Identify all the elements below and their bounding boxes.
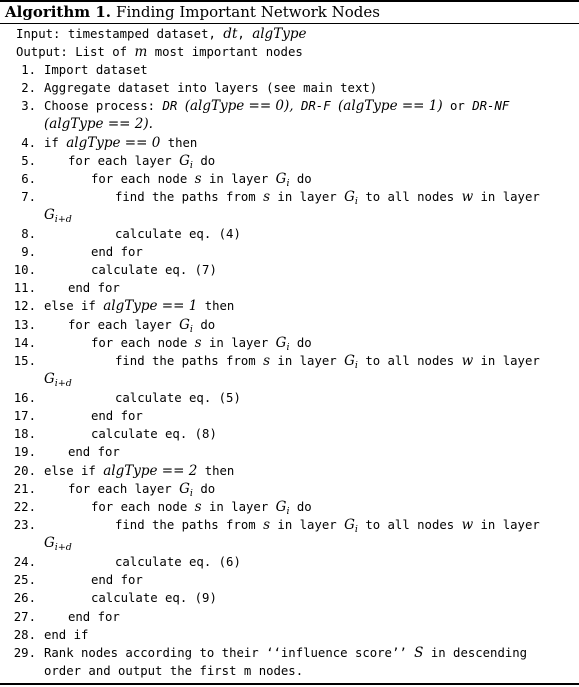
line-number: 12. <box>13 299 36 313</box>
caption-title: Finding Important Network Nodes <box>116 3 380 21</box>
keyword-then: then <box>167 136 198 150</box>
math-subscript: i <box>286 342 290 353</box>
line-text: for each layer <box>68 482 172 496</box>
line-number: 22. <box>13 500 36 514</box>
math-variable: G <box>179 317 190 333</box>
algorithm-line <box>0 61 148 79</box>
line-number: 28. <box>13 628 36 642</box>
math-subscript: i <box>189 160 193 171</box>
line-number: 1. <box>21 63 36 77</box>
algorithm-line <box>0 134 197 152</box>
line-number: 2. <box>21 81 36 95</box>
algorithm-line <box>0 443 120 461</box>
line-body <box>44 628 88 642</box>
line-text: in layer <box>277 354 337 368</box>
line-body <box>91 591 217 605</box>
line-text: for each layer <box>68 318 172 332</box>
line-text: Rank nodes according to their ‘‘influence score’’ <box>44 646 407 660</box>
math-variable: G <box>179 481 190 497</box>
condition: algType == 1 <box>103 298 198 314</box>
line-text: end if <box>44 628 89 642</box>
algorithm-line <box>0 261 217 279</box>
line-body <box>44 136 197 150</box>
line-body <box>44 299 234 313</box>
condition: algType == 0 <box>66 135 161 151</box>
line-text: for each node <box>91 172 188 186</box>
line-text: find the paths from <box>115 518 256 532</box>
line-number: 6. <box>21 172 36 186</box>
math-variable: G <box>344 353 355 369</box>
algorithm-line <box>0 188 540 206</box>
output-var-m: m <box>134 44 148 60</box>
line-body <box>44 646 527 660</box>
math-variable: G <box>44 535 55 551</box>
algorithm-line <box>0 225 241 243</box>
line-text: calculate eq. (7) <box>91 263 217 277</box>
keyword-then: then <box>204 299 235 313</box>
line-text: in layer <box>480 190 540 204</box>
line-text: calculate eq. (8) <box>91 427 217 441</box>
line-text: do <box>200 318 216 332</box>
math-variable: s <box>194 499 202 515</box>
line-body <box>68 610 120 624</box>
line-text: calculate eq. (6) <box>115 555 241 569</box>
line-number: 16. <box>13 391 36 405</box>
caption-rule <box>0 23 579 24</box>
process-drf: DR-F <box>300 99 331 113</box>
math-variable: G <box>344 517 355 533</box>
line-continuation <box>44 370 72 388</box>
process-drnf: DR-NF <box>472 99 510 113</box>
line-text: do <box>296 172 312 186</box>
math-variable: G <box>44 207 55 223</box>
line-text: do <box>296 336 312 350</box>
output-line <box>16 43 303 61</box>
math-variable: s <box>194 335 202 351</box>
line-body <box>115 227 241 241</box>
line-body <box>44 99 509 113</box>
line-text: end for <box>91 409 143 423</box>
process-dr: DR <box>162 99 178 113</box>
line-body <box>68 317 216 335</box>
math-subscript: i <box>354 360 358 371</box>
line-body <box>68 281 120 295</box>
line-body <box>91 499 312 517</box>
line-text: in layer <box>480 354 540 368</box>
algorithm-line <box>0 170 312 188</box>
line-text: calculate eq. (9) <box>91 591 217 605</box>
math-subscript: i+d <box>54 542 72 553</box>
math-variable: S <box>414 645 424 661</box>
algorithm-line <box>0 608 120 626</box>
keyword-then: then <box>204 464 235 478</box>
line-number: 3. <box>21 99 36 113</box>
line-number: 15. <box>13 354 36 368</box>
line-text: for each layer <box>68 154 172 168</box>
line-text: calculate eq. (5) <box>115 391 241 405</box>
line-body <box>91 427 217 441</box>
algorithm-line <box>0 316 215 334</box>
line-body <box>91 245 143 259</box>
math-variable: w <box>461 189 474 205</box>
algorithm-line <box>0 553 241 571</box>
line-body <box>115 391 241 405</box>
line-number: 14. <box>13 336 36 350</box>
line-text: to all nodes <box>365 190 455 204</box>
algorithm-caption <box>5 2 380 23</box>
algorithm-line <box>0 462 234 480</box>
line-body <box>91 335 312 353</box>
line-text: end for <box>91 245 143 259</box>
condition: algType == 2 <box>103 463 198 479</box>
algorithm-line <box>0 407 143 425</box>
line-number: 7. <box>21 190 36 204</box>
algorithm-line <box>0 389 241 407</box>
line-number: 10. <box>13 263 36 277</box>
line-number: 9. <box>21 245 36 259</box>
algorithm-line <box>0 297 234 315</box>
line-text: or <box>450 99 465 113</box>
line-text: if <box>44 136 59 150</box>
input-text: Input: timestamped dataset, <box>16 27 216 41</box>
line-text: to all nodes <box>365 518 455 532</box>
line-number: 11. <box>13 281 36 295</box>
bottom-rule <box>0 683 579 685</box>
line-number: 25. <box>13 573 36 587</box>
algorithm-line <box>0 589 217 607</box>
line-number: 19. <box>13 445 36 459</box>
line-number: 24. <box>13 555 36 569</box>
math-variable: G <box>344 189 355 205</box>
math-subscript: i+d <box>54 378 72 389</box>
line-text: end for <box>68 281 120 295</box>
line-text: Import dataset <box>44 63 148 77</box>
line-body <box>44 464 234 478</box>
algorithm-line <box>0 243 143 261</box>
math-subscript: i <box>354 196 358 207</box>
math-variable: G <box>275 171 287 187</box>
algorithm-line <box>0 626 88 644</box>
line-text: calculate eq. (4) <box>115 227 241 241</box>
output-text: Output: List of <box>16 45 128 59</box>
line-body <box>91 263 217 277</box>
line-number: 8. <box>21 227 36 241</box>
condition: (algType == 0), <box>184 98 294 114</box>
line-text: do <box>296 500 312 514</box>
line-text: in layer <box>480 518 540 532</box>
algorithm-line <box>0 480 215 498</box>
input-var-algtype: algType <box>252 26 307 42</box>
line-number: 4. <box>21 136 36 150</box>
line-text: find the paths from <box>115 190 256 204</box>
math-variable: w <box>461 353 474 369</box>
caption-label: Algorithm 1. <box>5 3 112 21</box>
line-text: in layer <box>209 500 269 514</box>
output-suffix: most important nodes <box>154 45 303 59</box>
algorithm-line <box>0 644 527 662</box>
math-variable: s <box>263 353 271 369</box>
line-body <box>68 445 120 459</box>
condition: (algType == 2). <box>44 116 153 132</box>
algorithm-line <box>0 334 312 352</box>
line-text: Choose process: <box>44 99 156 113</box>
line-body <box>44 81 377 95</box>
math-variable: G <box>179 153 190 169</box>
math-subscript: i+d <box>54 214 72 225</box>
line-text: for each node <box>91 336 188 350</box>
math-subscript: i <box>189 488 193 499</box>
line-body <box>91 573 143 587</box>
line-body <box>115 555 241 569</box>
line-continuation <box>44 662 303 680</box>
line-number: 27. <box>13 610 36 624</box>
line-text: for each node <box>91 500 188 514</box>
line-number: 23. <box>13 518 36 532</box>
line-body <box>91 409 143 423</box>
input-var-dt: dt <box>223 26 238 42</box>
math-subscript: i <box>354 524 358 535</box>
input-line: Input: timestamped dataset, dt, algType <box>16 26 307 42</box>
algorithm-line <box>0 79 377 97</box>
algorithm-line <box>0 279 120 297</box>
line-text: in layer <box>277 518 337 532</box>
line-continuation <box>44 534 72 552</box>
algorithm-line <box>0 425 217 443</box>
line-text: in layer <box>277 190 337 204</box>
line-number: 20. <box>13 464 36 478</box>
line-body <box>115 353 540 371</box>
line-body <box>68 481 216 499</box>
line-body <box>115 189 540 207</box>
line-text: Aggregate dataset into layers (see main text) <box>44 81 378 95</box>
algorithm-line <box>0 352 540 370</box>
line-body <box>91 171 312 189</box>
line-text: end for <box>91 573 143 587</box>
line-number: 26. <box>13 591 36 605</box>
line-text: find the paths from <box>115 354 256 368</box>
math-subscript: i <box>286 178 290 189</box>
line-text: order and output the first m nodes. <box>44 664 304 678</box>
condition: (algType == 1) <box>338 98 443 114</box>
algorithm-line <box>0 97 509 115</box>
line-number: 18. <box>13 427 36 441</box>
line-number: 13. <box>13 318 36 332</box>
line-continuation <box>44 206 72 224</box>
line-text: in layer <box>209 172 269 186</box>
line-body <box>115 517 540 535</box>
line-text: end for <box>68 610 120 624</box>
math-variable: s <box>263 189 271 205</box>
line-number: 29. <box>13 646 36 660</box>
line-body <box>68 153 216 171</box>
algorithm-line <box>0 498 312 516</box>
line-text: do <box>200 482 216 496</box>
math-variable: s <box>194 171 202 187</box>
line-continuation <box>44 115 153 133</box>
algorithm-line <box>0 571 143 589</box>
line-text: do <box>200 154 216 168</box>
line-text: to all nodes <box>365 354 455 368</box>
math-subscript: i <box>189 324 193 335</box>
line-number: 5. <box>21 154 36 168</box>
line-number: 21. <box>13 482 36 496</box>
line-text: in descending <box>430 646 528 660</box>
math-variable: G <box>275 499 287 515</box>
line-number: 17. <box>13 409 36 423</box>
line-text: else if <box>44 464 96 478</box>
math-variable: s <box>263 517 271 533</box>
line-text: else if <box>44 299 96 313</box>
algorithm-line <box>0 152 215 170</box>
line-body <box>44 63 148 77</box>
line-text: in layer <box>209 336 269 350</box>
math-variable: G <box>44 371 55 387</box>
math-variable: G <box>275 335 287 351</box>
math-subscript: i <box>286 506 290 517</box>
algorithm-line <box>0 516 540 534</box>
math-variable: w <box>461 517 474 533</box>
line-text: end for <box>68 445 120 459</box>
